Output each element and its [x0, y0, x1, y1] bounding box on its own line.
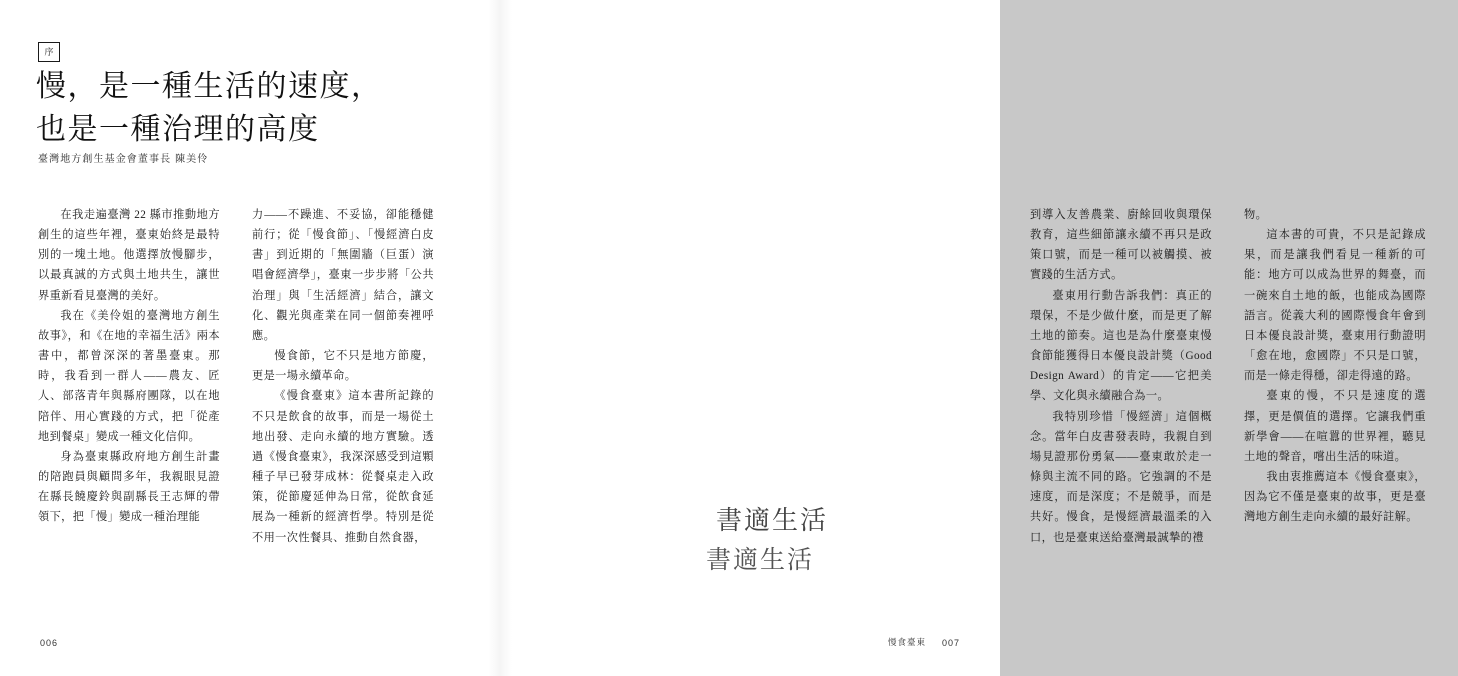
paragraph: 《慢食臺東》這本書所記錄的不只是飲食的故事，而是一場從土地出發、走向永續的地方實驗。透過《慢食臺東》，我深深感受到這顆種子早已發芽成林：從餐桌走入政策，從節慶延伸為日常，從飲食延展為一種新的經濟哲學。特別是從不用一次性餐具、推動自然食器， — [252, 390, 434, 544]
left-page-columns — [38, 205, 466, 548]
text-column — [1030, 205, 1212, 548]
paragraph: 物。 — [1244, 209, 1268, 221]
paragraph: 我由衷推薦這本《慢食臺東》，因為它不僅是臺東的故事，更是臺灣地方創生走向永續的最好註解。 — [1244, 471, 1426, 524]
page-title — [36, 66, 456, 151]
right-page-columns — [1030, 205, 1458, 548]
paragraph: 我在《美伶姐的臺灣地方創生故事》，和《在地的幸福生活》兩本書中，都曾深深的著墨臺東。那時，我看到一群人——農友、匠人、部落青年與縣府團隊，以在地陪伴、用心實踐的方式，把「從產地到餐桌」變成一種文化信仰。 — [38, 309, 220, 443]
paragraph: 這本書的可貴，不只是記錄成果，而是讓我們看見一種新的可能：地方可以成為世界的舞臺，而一碗來自土地的飯，也能成為國際語言。從義大利的國際慢食年會到日本優良設計獎，臺東用行動證明「愈在地，愈國際」不只是口號，而是一條走得穩，卻走得遠的路。 — [1244, 229, 1426, 383]
paragraph: 臺東用行動告訴我們：真正的環保，不是少做什麼，而是更了解土地的節奏。這也是為什麼臺東慢食節能獲得日本優良設計獎（Good Design Award）的肯定——它把美學、文化與永續融合為一。 — [1030, 289, 1212, 403]
watermark-line-1: 書適生活 — [716, 506, 829, 535]
title-line-2: 也是一種治理的高度 — [36, 112, 320, 146]
text-column — [252, 205, 434, 548]
paragraph: 在我走遍臺灣 22 縣市推動地方創生的這些年裡，臺東始終是最特別的一塊土地。他選擇放慢腳步，以最真誠的方式與土地共生，讓世界重新看見臺灣的美好。 — [38, 209, 220, 302]
paragraph: 身為臺東縣政府地方創生計畫的陪跑員與顧問多年，我親眼見證在縣長饒慶鈴與副縣長王志輝的帶領下，把「慢」變成一種治理能 — [38, 450, 220, 524]
byline: 臺灣地方創生基金會董事長 陳美伶 — [38, 154, 209, 165]
paragraph: 臺東的慢，不只是速度的選擇，更是價值的選擇。它讓我們重新學會——在喧囂的世界裡，聽見土地的聲音，嚐出生活的味道。 — [1244, 390, 1426, 463]
paragraph: 到導入友善農業、廚餘回收與環保教育，這些細節讓永續不再只是政策口號，而是一種可以被觸摸、被實踐的生活方式。 — [1030, 209, 1212, 282]
text-column — [1244, 205, 1426, 548]
paragraph: 我特別珍惜「慢經濟」這個概念。當年白皮書發表時，我親自到場見證那份勇氣——臺東敢於走一條與主流不同的路。它強調的不是速度，而是深度；不是競爭，而是共好。慢食，是慢經濟最溫柔的入口，也是臺東送給臺灣最誠摯的禮 — [1030, 410, 1212, 544]
paragraph: 力——不躁進、不妥協，卻能穩健前行；從「慢食節」、「慢經濟白皮書」到近期的「無圍牆（巨蛋）演唱會經濟學」，臺東一步步將「公共治理」與「生活經濟」結合，讓文化、觀光與產業在同一個節奏裡呼應。 — [252, 209, 434, 342]
folio-right: 007 — [941, 638, 960, 648]
watermark-line-2: 書適生活 — [706, 547, 815, 574]
page-right — [500, 0, 1426, 676]
page-left — [0, 0, 500, 676]
chapter-tag: 序 — [38, 42, 60, 62]
running-head: 慢食臺東 — [887, 637, 926, 647]
title-line-1: 慢，是一種生活的速度， — [36, 70, 383, 103]
folio-left: 006 — [40, 638, 59, 648]
text-column — [38, 205, 220, 548]
paragraph: 慢食節，它不只是地方節慶，更是一場永續革命。 — [252, 350, 434, 383]
